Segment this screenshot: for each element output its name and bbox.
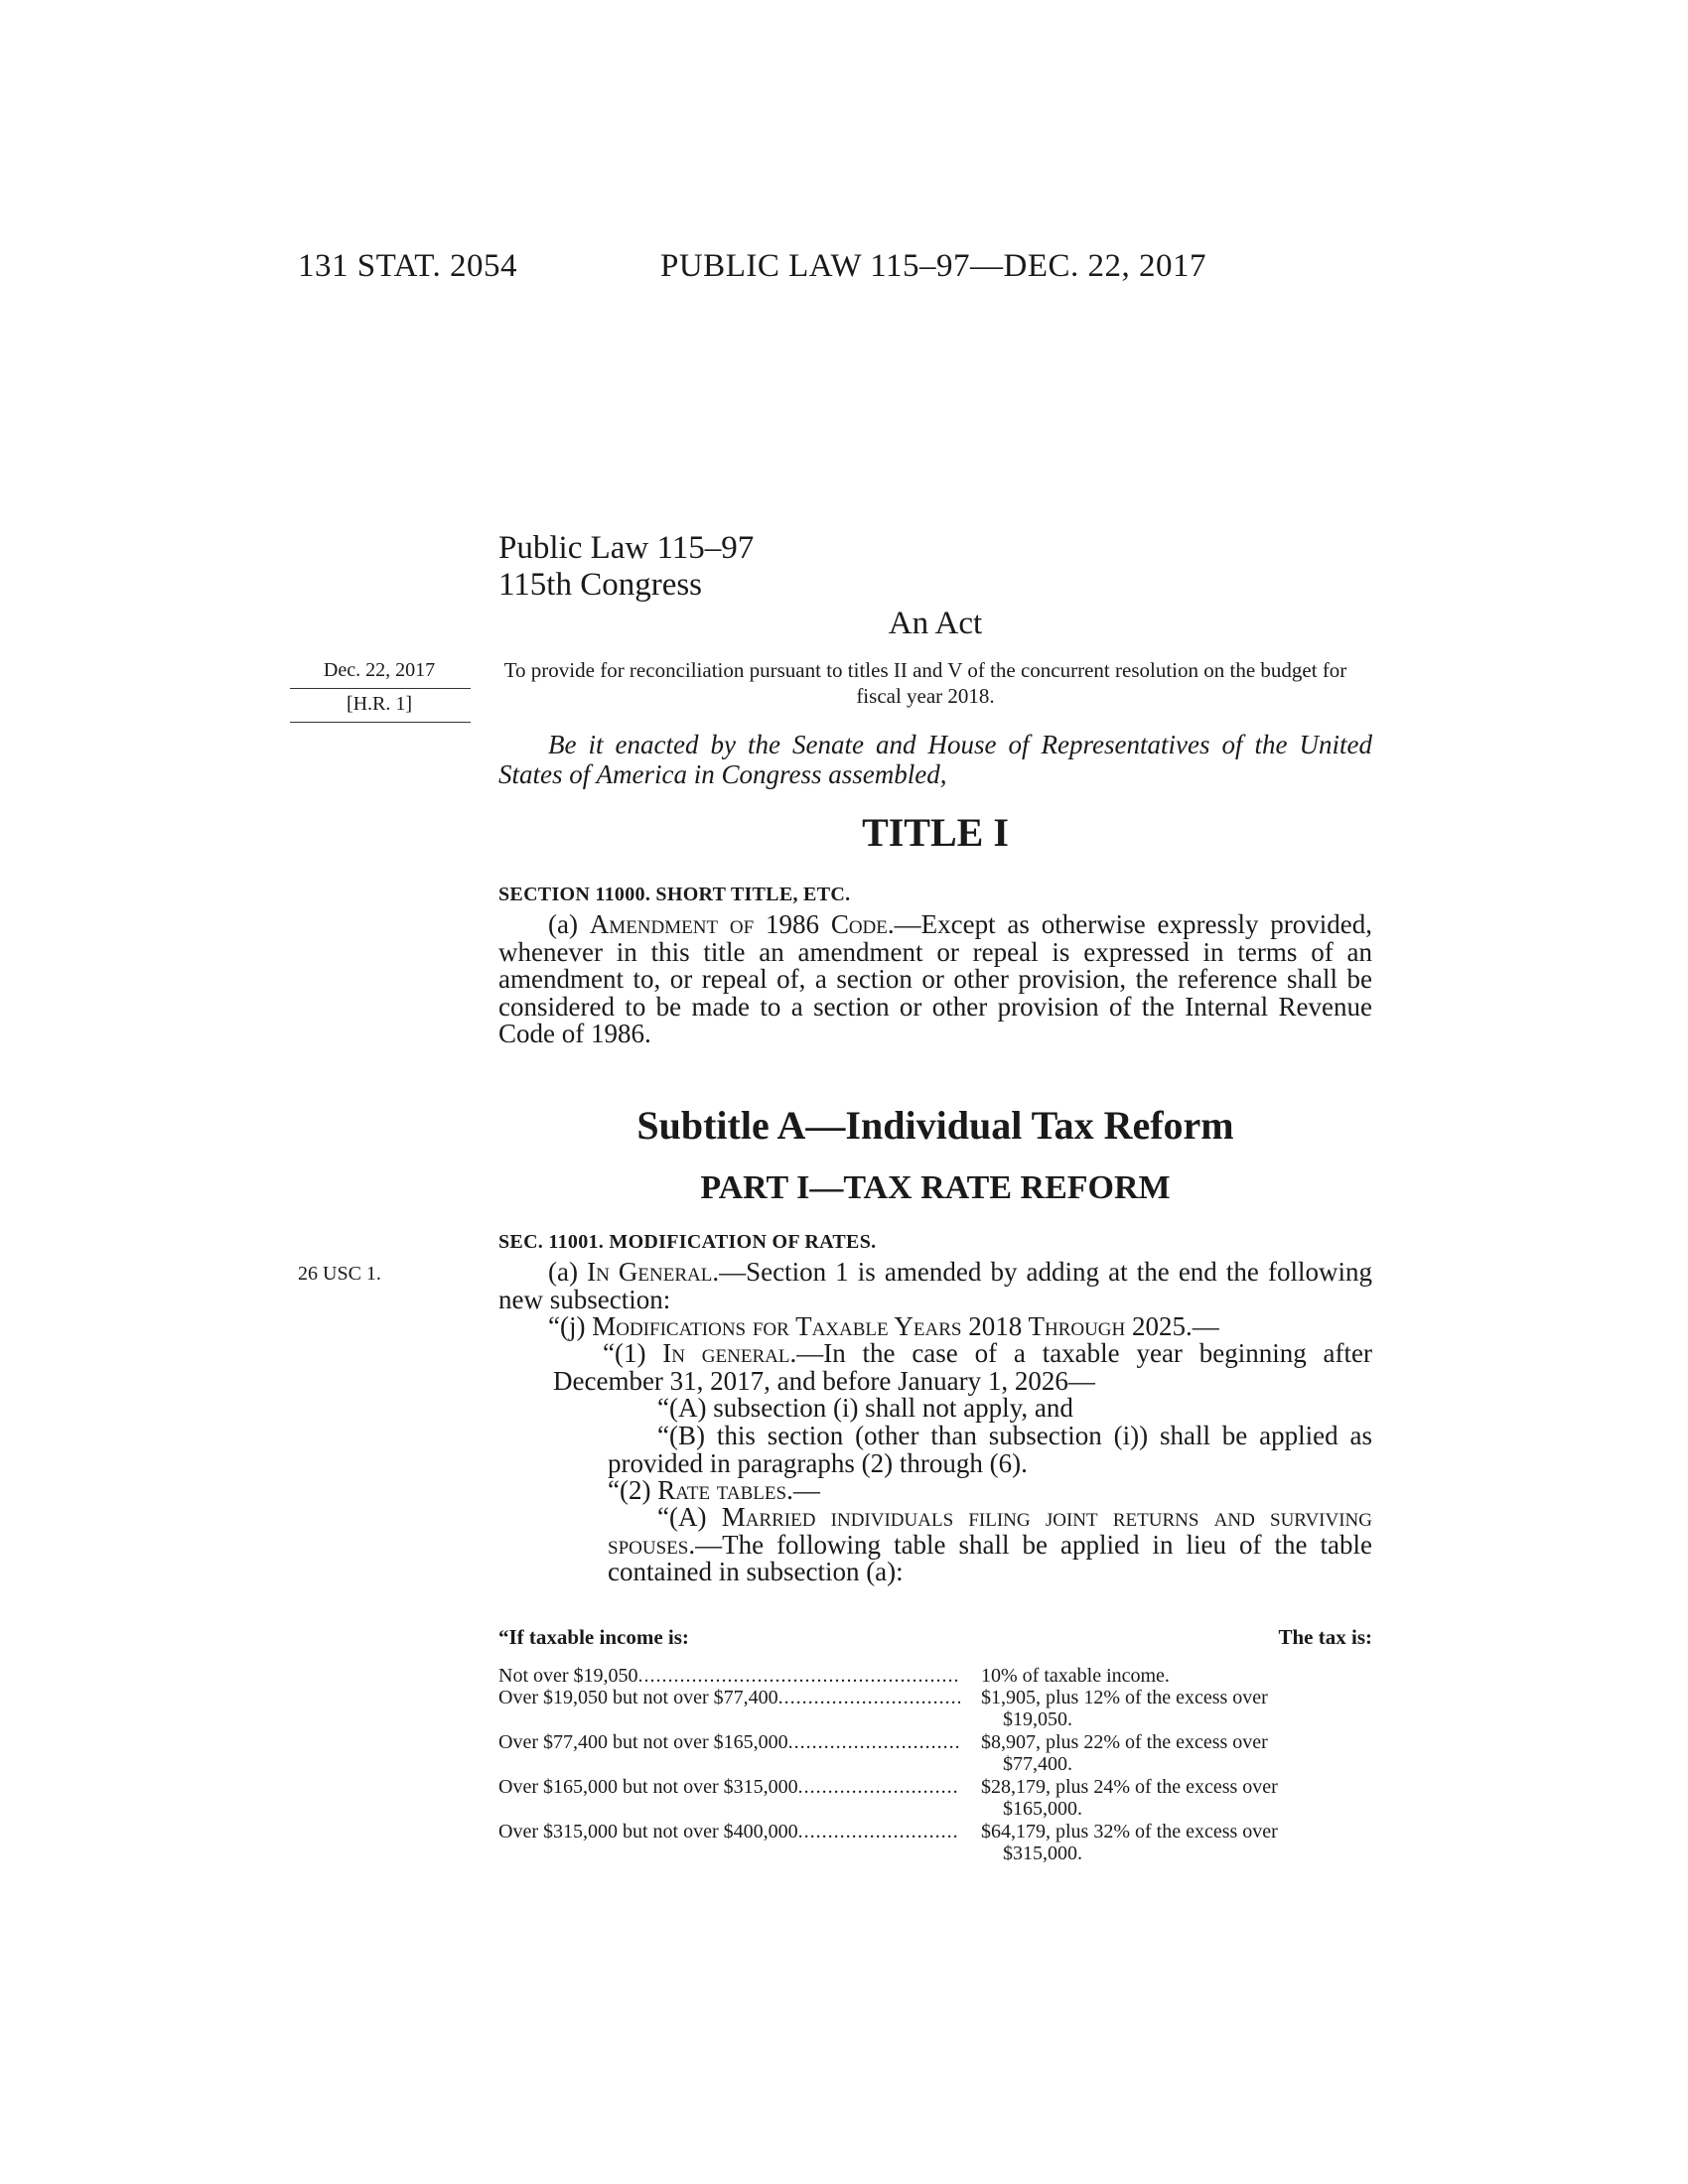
act-label: An Act [888, 606, 983, 641]
table-row-tax: $64,179, plus 32% of the excess over $315,000. [981, 1821, 1278, 1864]
section-heading: SECTION 11000. SHORT TITLE, ETC. [498, 884, 851, 905]
margin-usc-citation: 26 USC 1. [298, 1263, 381, 1285]
section-heading: SEC. 11001. MODIFICATION OF RATES. [498, 1231, 877, 1253]
leader-dots [778, 1687, 960, 1708]
table-row-tax: $8,907, plus 22% of the excess over $77,400. [981, 1731, 1268, 1775]
leader-dots [638, 1665, 960, 1687]
public-law-title: Public Law 115–97 [498, 530, 755, 566]
enacting-clause: Be it enacted by the Senate and House of Representatives of the United States of America in Congress assembled, [498, 730, 1372, 789]
table-row-income: Over $165,000 but not over $315,000 ..... [498, 1776, 960, 1798]
leader-dots [798, 1821, 960, 1843]
table-row-income: Not over $19,050 ..... [498, 1665, 960, 1687]
margin-divider [290, 688, 471, 689]
table-row-income: Over $77,400 but not over $165,000 ..... [498, 1731, 960, 1753]
leader-dots [788, 1731, 960, 1753]
paragraph-2a: “(A) Married individuals filing joint returns and surviving spouses.—The following table shall be applied in lieu of the table contained in subsection (a): [608, 1502, 1373, 1586]
table-row-tax: 10% of taxable income. [981, 1665, 1170, 1687]
paragraph-2: “(2) Rate tables.— [608, 1475, 820, 1505]
table-header-income: “If taxable income is: [498, 1625, 689, 1649]
stat-page-number: 131 STAT. 2054 [298, 248, 518, 284]
section-11000-paragraph-a: (a) Amendment of 1986 Code.—Except as otherwise expressly provided, whenever in this title an amendment or repeal is expressed in terms of an amendment to, or repeal of, a section or other provision, the reference shall be considered to be made to a section or other provision of the Internal Revenue Code of 1986. [498, 909, 1373, 1048]
subparagraph-b: “(B) this section (other than subsection (i)) shall be applied as provided in paragraphs (2) through (6). [608, 1421, 1372, 1478]
section-11001-paragraph-a: (a) In General.—Section 1 is amended by adding at the end the following new subsection: [498, 1257, 1372, 1314]
table-row-income: Over $19,050 but not over $77,400 ..... [498, 1687, 960, 1708]
act-purpose: To provide for reconciliation pursuant to titles II and V of the concurrent resolution on the budget for fiscal year 2018. [503, 658, 1347, 708]
congress-label: 115th Congress [498, 567, 703, 603]
margin-divider [290, 722, 471, 723]
table-row-tax: $28,179, plus 24% of the excess over $165,000. [981, 1776, 1278, 1820]
margin-bill-number: [H.R. 1] [346, 693, 413, 715]
table-row-tax: $1,905, plus 12% of the excess over $19,050. [981, 1687, 1268, 1730]
table-header-tax: The tax is: [1278, 1625, 1372, 1649]
running-title: PUBLIC LAW 115–97—DEC. 22, 2017 [660, 248, 1207, 284]
subtitle-heading: Subtitle A—Individual Tax Reform [636, 1103, 1234, 1148]
subsection-j: “(j) Modifications for Taxable Years 2018 Through 2025.— [548, 1311, 1219, 1341]
paragraph-1: “(1) In general.—In the case of a taxable year beginning after December 31, 2017, and before January 1, 2026— [553, 1338, 1372, 1396]
subparagraph-a: “(A) subsection (i) shall not apply, and [657, 1393, 1073, 1423]
part-heading: PART I—TAX RATE REFORM [700, 1169, 1171, 1206]
title-heading: TITLE I [862, 810, 1009, 855]
margin-date: Dec. 22, 2017 [323, 659, 436, 681]
leader-dots [798, 1776, 960, 1798]
table-row-income: Over $315,000 but not over $400,000 ..... [498, 1821, 960, 1843]
